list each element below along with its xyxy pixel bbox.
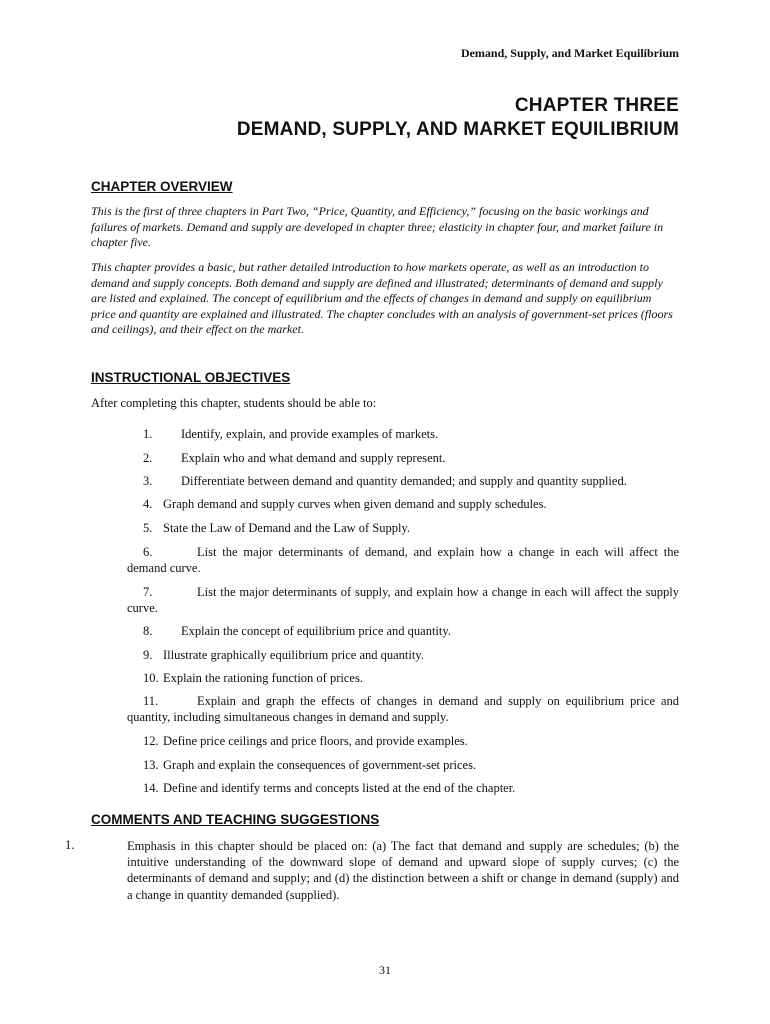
item-number: 5. [143,521,153,535]
list-item [143,733,468,749]
overview-heading: CHAPTER OVERVIEW [91,179,233,194]
item-text: Identify, explain, and provide examples of markets. [181,427,439,441]
list-item [143,473,627,489]
item-text: Graph and explain the consequences of government-set prices. [163,758,477,772]
list-item [143,757,476,773]
list-item [143,426,438,442]
item-number: 1. [143,427,153,441]
comment-number: 1. [65,838,75,852]
item-text: List the major determinants of demand, and explain how a change in each will affect the demand curve. [127,545,679,575]
item-number: 6. [143,545,153,559]
item-number: 11. [143,694,159,708]
running-head: Demand, Supply, and Market Equilibrium [460,46,679,60]
comments-heading: COMMENTS AND TEACHING SUGGESTIONS [91,812,380,827]
item-text: Define price ceilings and price floors, and provide examples. [163,734,468,748]
item-text: Explain who and what demand and supply represent. [181,451,446,465]
item-text: Graph demand and supply curves when given demand and supply schedules. [163,497,547,511]
item-text: Define and identify terms and concepts listed at the end of the chapter. [163,781,516,795]
item-number: 7. [143,585,153,599]
item-text: List the major determinants of supply, and explain how a change in each will affect the supply curve. [127,585,679,615]
item-number: 3. [143,474,153,488]
objectives-intro: After completing this chapter, students should be able to: [91,396,377,410]
list-item [143,496,547,512]
item-number: 9. [143,648,153,662]
list-item [143,520,410,536]
page-number: 31 [379,963,391,977]
chapter-number-title: CHAPTER THREE [514,95,679,116]
list-item [127,584,679,616]
item-text: Differentiate between demand and quantity demanded; and supply and quantity supplied. [181,474,627,488]
item-number: 8. [143,624,153,638]
list-item [143,670,363,686]
overview-paragraph: This chapter provides a basic, but rather detailed introduction to how markets operate, as well as an introduction to demand and supply concepts. Both demand and supply are defined and illustrated; determinants of demand and supply are listed and explained. The concept of equilibrium and the effects of changes in demand and supply on equilibrium price and quantity are explained and illustrated. The chapter concludes with an analysis of government-set prices (floors and ceilings), and their effect on the market. [91,260,673,337]
overview-paragraph: This is the first of three chapters in Part Two, “Price, Quantity, and Efficiency,” focusing on the basic workings and failures of markets. Demand and supply are developed in chapter three; elasticity in chapter four, and market failure in chapter five. [91,204,664,250]
item-text: Explain and graph the effects of changes in demand and supply on equilibrium price and quantity, including simultaneous changes in demand and supply. [127,694,679,724]
chapter-title: DEMAND, SUPPLY, AND MARKET EQUILIBRIUM [236,119,679,140]
list-item [143,780,515,796]
list-item [127,693,679,725]
item-text: Explain the concept of equilibrium price and quantity. [181,624,451,638]
list-item [143,450,446,466]
item-number: 10. [143,671,159,685]
list-item [127,544,679,576]
item-number: 13. [143,758,159,772]
objectives-heading: INSTRUCTIONAL OBJECTIVES [91,370,291,385]
item-text: State the Law of Demand and the Law of Supply. [163,521,411,535]
comment-paragraph: Emphasis in this chapter should be placed on: (a) The fact that demand and supply are schedules; (b) the intuitive understanding of the downward slope of demand and upward slope of supply curves; (c) the determinants of demand and supply; and (d) the distinction between a shift or change in demand (supply) and a change in quantity demanded (supplied). [127,839,679,902]
list-item [143,647,424,663]
list-item [143,623,451,639]
item-number: 4. [143,497,153,511]
item-number: 2. [143,451,153,465]
item-text: Illustrate graphically equilibrium price and quantity. [163,648,424,662]
item-number: 14. [143,781,159,795]
item-number: 12. [143,734,159,748]
item-text: Explain the rationing function of prices. [163,671,363,685]
